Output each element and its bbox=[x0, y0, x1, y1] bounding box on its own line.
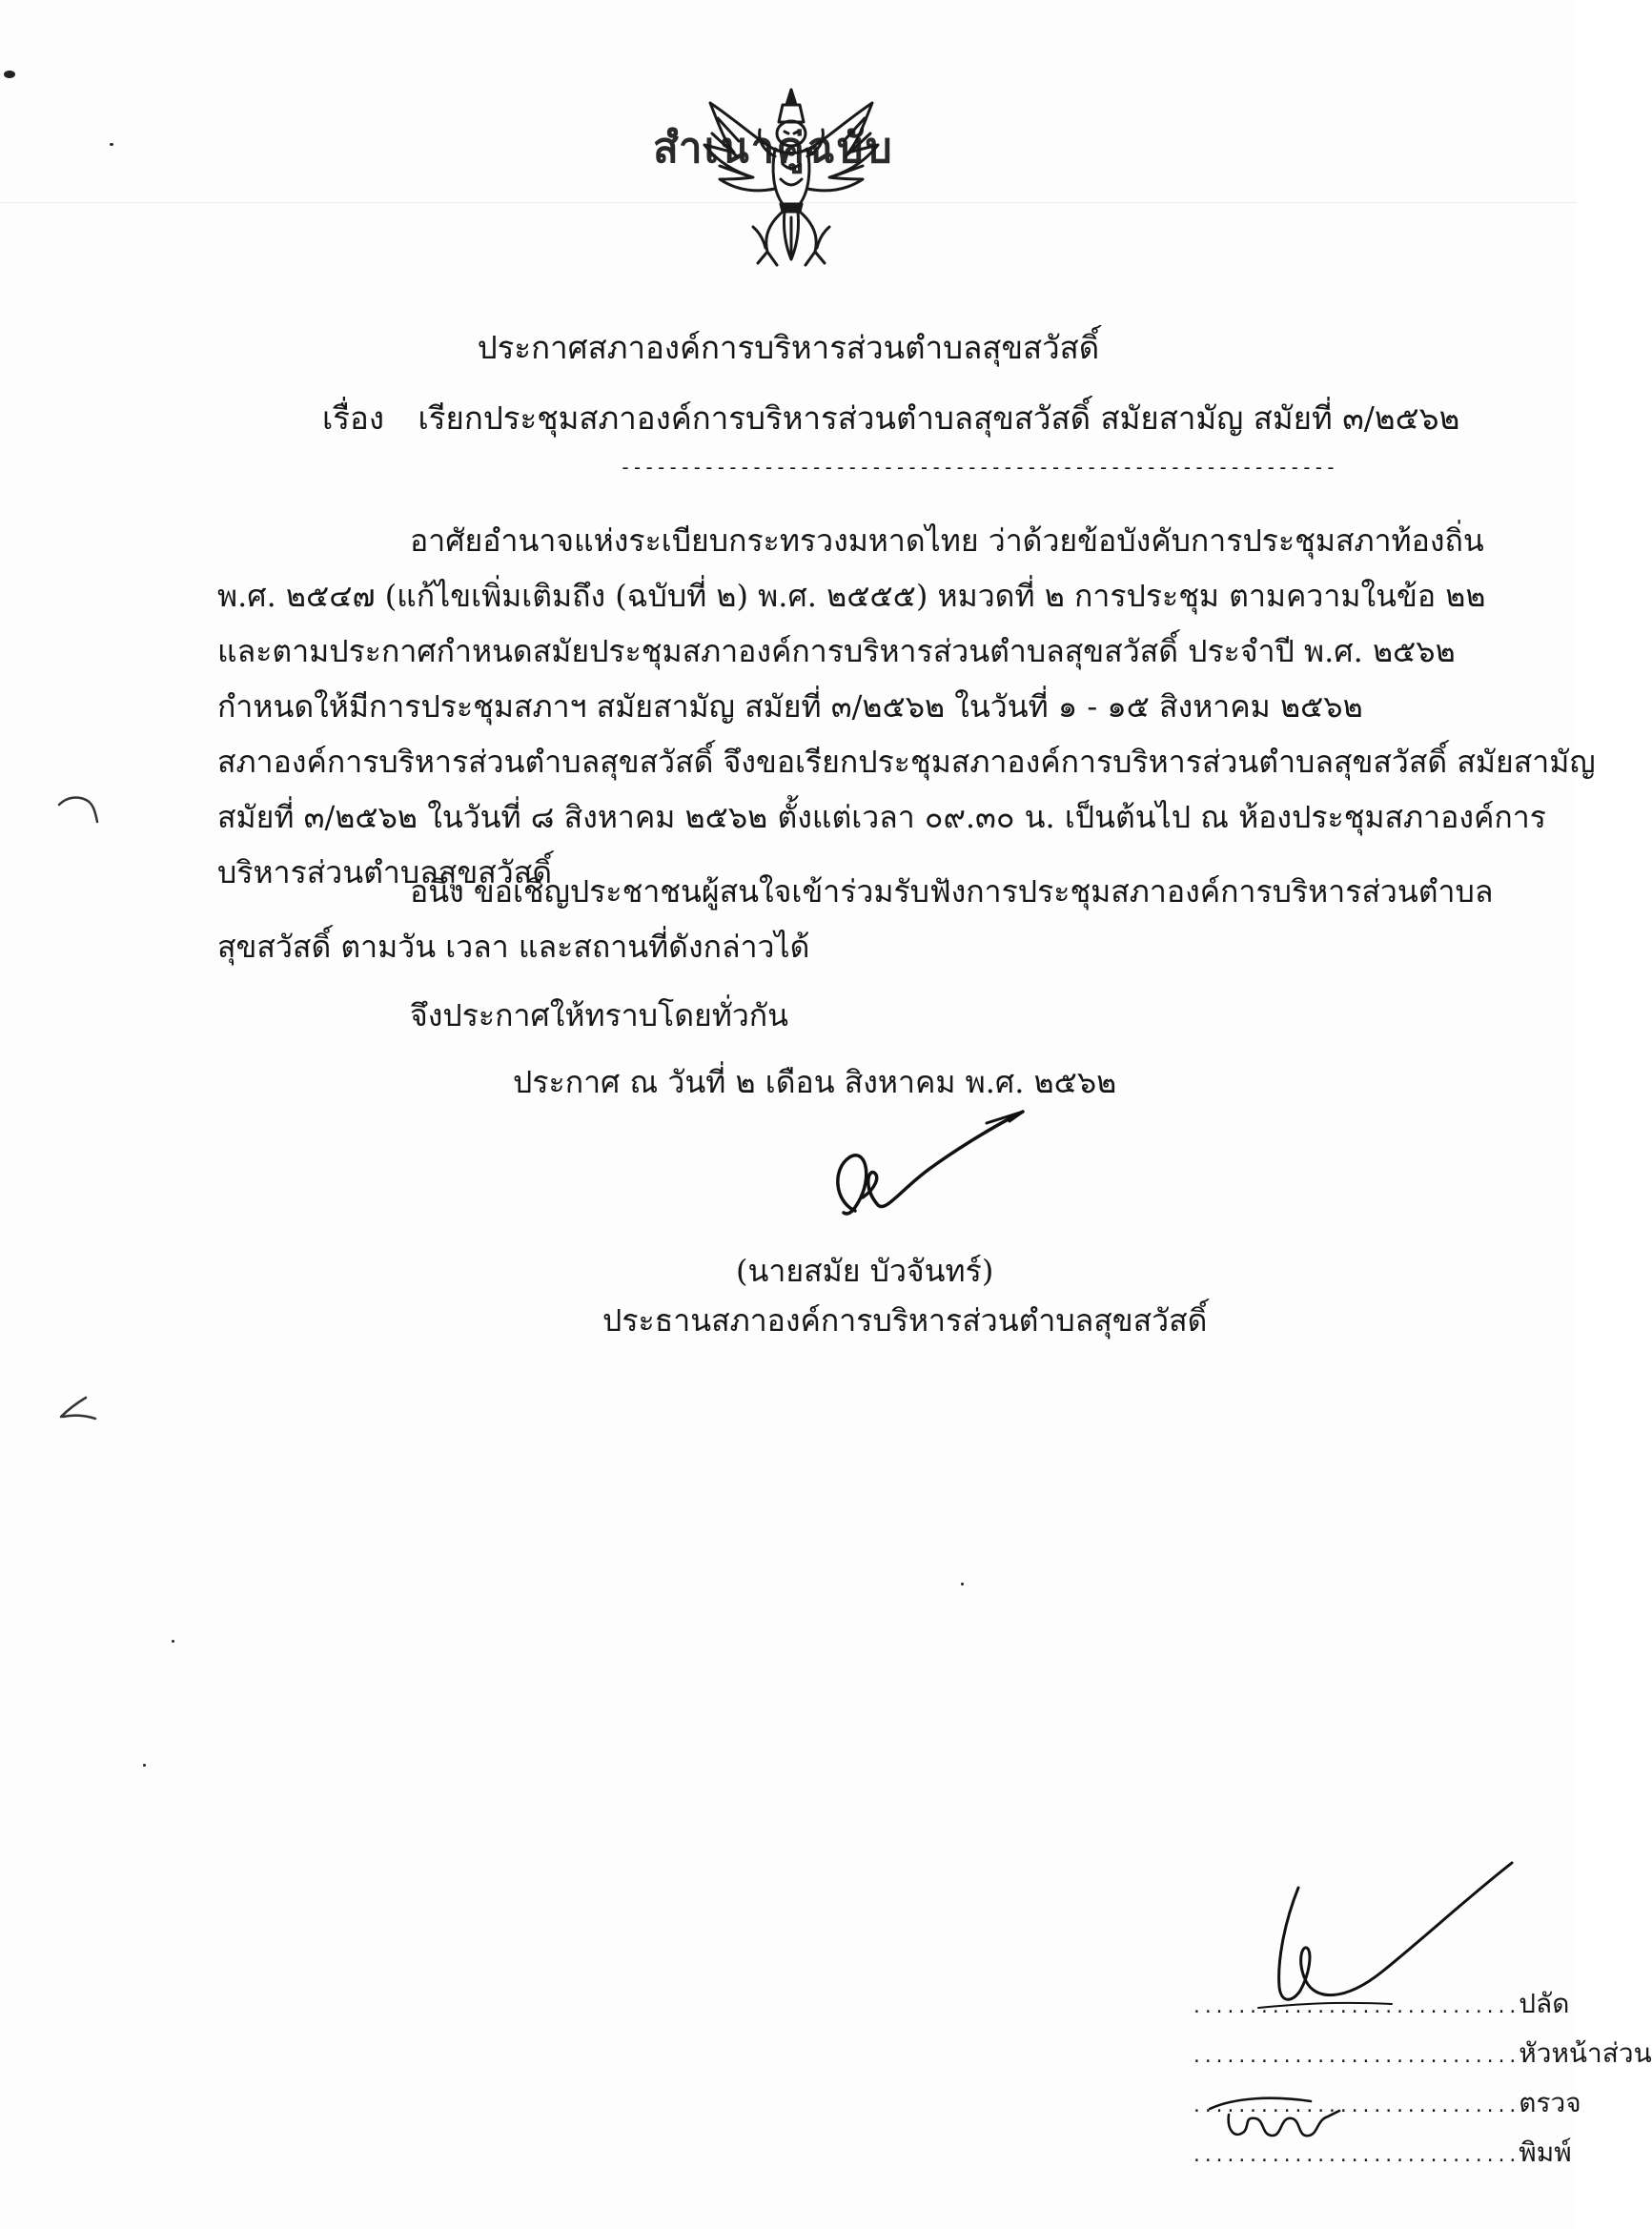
signer-position: ประธานสภาองค์การบริหารส่วนตำบลสุขสวัสดิ์ bbox=[602, 1302, 1208, 1339]
subject-line bbox=[322, 393, 1459, 443]
approval-dots: ............................. bbox=[1192, 1997, 1519, 2017]
signer-name: (นายสมัย บัวจันทร์) bbox=[736, 1253, 994, 1289]
paragraph-line: และตามประกาศกำหนดสมัยประชุมสภาองค์การบริหารส่วนตำบลสุขสวัสดิ์ ประจำปี พ.ศ. ๒๕๖๒ bbox=[217, 633, 1456, 669]
scan-speck bbox=[4, 71, 15, 78]
body-paragraph-1 bbox=[217, 513, 1596, 900]
paragraph-line: สภาองค์การบริหารส่วนตำบลสุขสวัสดิ์ จึงขอเรียกประชุมสภาองค์การบริหารส่วนตำบลสุขสวัสดิ์ สมัยสามัญ bbox=[217, 744, 1596, 780]
subject-text: เรียกประชุมสภาองค์การบริหารส่วนตำบลสุขสวัสดิ์ สมัยสามัญ สมัยที่ ๓/๒๕๖๒ bbox=[418, 399, 1460, 437]
announcement-title: ประกาศสภาองค์การบริหารส่วนตำบลสุขสวัสดิ์ bbox=[477, 329, 1100, 366]
body-paragraph-2 bbox=[217, 864, 1494, 974]
approval-role-label: ตรวจ bbox=[1519, 2087, 1581, 2118]
scan-speck bbox=[110, 143, 113, 146]
approval-row-typed bbox=[1192, 2132, 1572, 2174]
announcement-date: ประกาศ ณ วันที่ ๒ เดือน สิงหาคม พ.ศ. ๒๕๖๒ bbox=[513, 1064, 1117, 1100]
approval-dots: ............................. bbox=[1192, 2047, 1519, 2067]
approval-role-label: พิมพ์ bbox=[1519, 2137, 1572, 2168]
scan-speck bbox=[172, 1640, 174, 1643]
dashed-separator: ------------------------------------------------------------ bbox=[620, 456, 1337, 479]
approval-row-division-head bbox=[1192, 2033, 1652, 2075]
margin-pen-mark bbox=[55, 791, 99, 829]
margin-pen-mark bbox=[57, 1394, 101, 1432]
paragraph-line: พ.ศ. ๒๕๔๗ (แก้ไขเพิ่มเติมถึง (ฉบับที่ ๒) พ.ศ. ๒๕๕๕) หมวดที่ ๒ การประชุม ตามความในข้อ ๒๒ bbox=[217, 578, 1486, 614]
subject-label: เรื่อง bbox=[322, 399, 384, 437]
copy-stamp-label: สำเนาคู่ฉบับ bbox=[653, 124, 894, 173]
paragraph-line: สมัยที่ ๓/๒๕๖๒ ในวันที่ ๘ สิงหาคม ๒๕๖๒ ตั้งแต่เวลา ๐๙.๓๐ น. เป็นต้นไป ณ ห้องประชุมสภาองค์การ bbox=[217, 799, 1546, 835]
approval-row-chief-admin bbox=[1192, 1983, 1569, 2025]
paragraph-line: อนึ่ง ขอเชิญประชาชนผู้สนใจเข้าร่วมรับฟังการประชุมสภาองค์การบริหารส่วนตำบล bbox=[410, 873, 1494, 910]
approval-dots: ............................. bbox=[1192, 2146, 1519, 2166]
paragraph-line: บริหารส่วนตำบลสุขสวัสดิ์ bbox=[217, 854, 553, 890]
paragraph-line: อาศัยอำนาจแห่งระเบียบกระทรวงมหาดไทย ว่าด้วยข้อบังคับการประชุมสภาท้องถิ่น bbox=[410, 522, 1484, 559]
scan-speck bbox=[961, 1583, 964, 1585]
garuda-emblem-icon bbox=[701, 84, 882, 275]
approval-dots: ............................. bbox=[1192, 2096, 1519, 2117]
approval-role-label: หัวหน้าส่วน bbox=[1519, 2037, 1652, 2069]
paragraph-line: กำหนดให้มีการประชุมสภาฯ สมัยสามัญ สมัยที่ ๓/๒๕๖๒ ในวันที่ ๑ - ๑๕ สิงหาคม ๒๕๖๒ bbox=[217, 688, 1363, 725]
approval-role-label: ปลัด bbox=[1519, 1988, 1570, 2019]
signature-mark bbox=[806, 1106, 1034, 1239]
approval-row-checked bbox=[1192, 2082, 1581, 2124]
scan-speck bbox=[143, 1764, 146, 1767]
paragraph-line: สุขสวัสดิ์ ตามวัน เวลา และสถานที่ดังกล่าวได้ bbox=[217, 929, 810, 965]
closing-statement: จึงประกาศให้ทราบโดยทั่วกัน bbox=[410, 997, 789, 1033]
